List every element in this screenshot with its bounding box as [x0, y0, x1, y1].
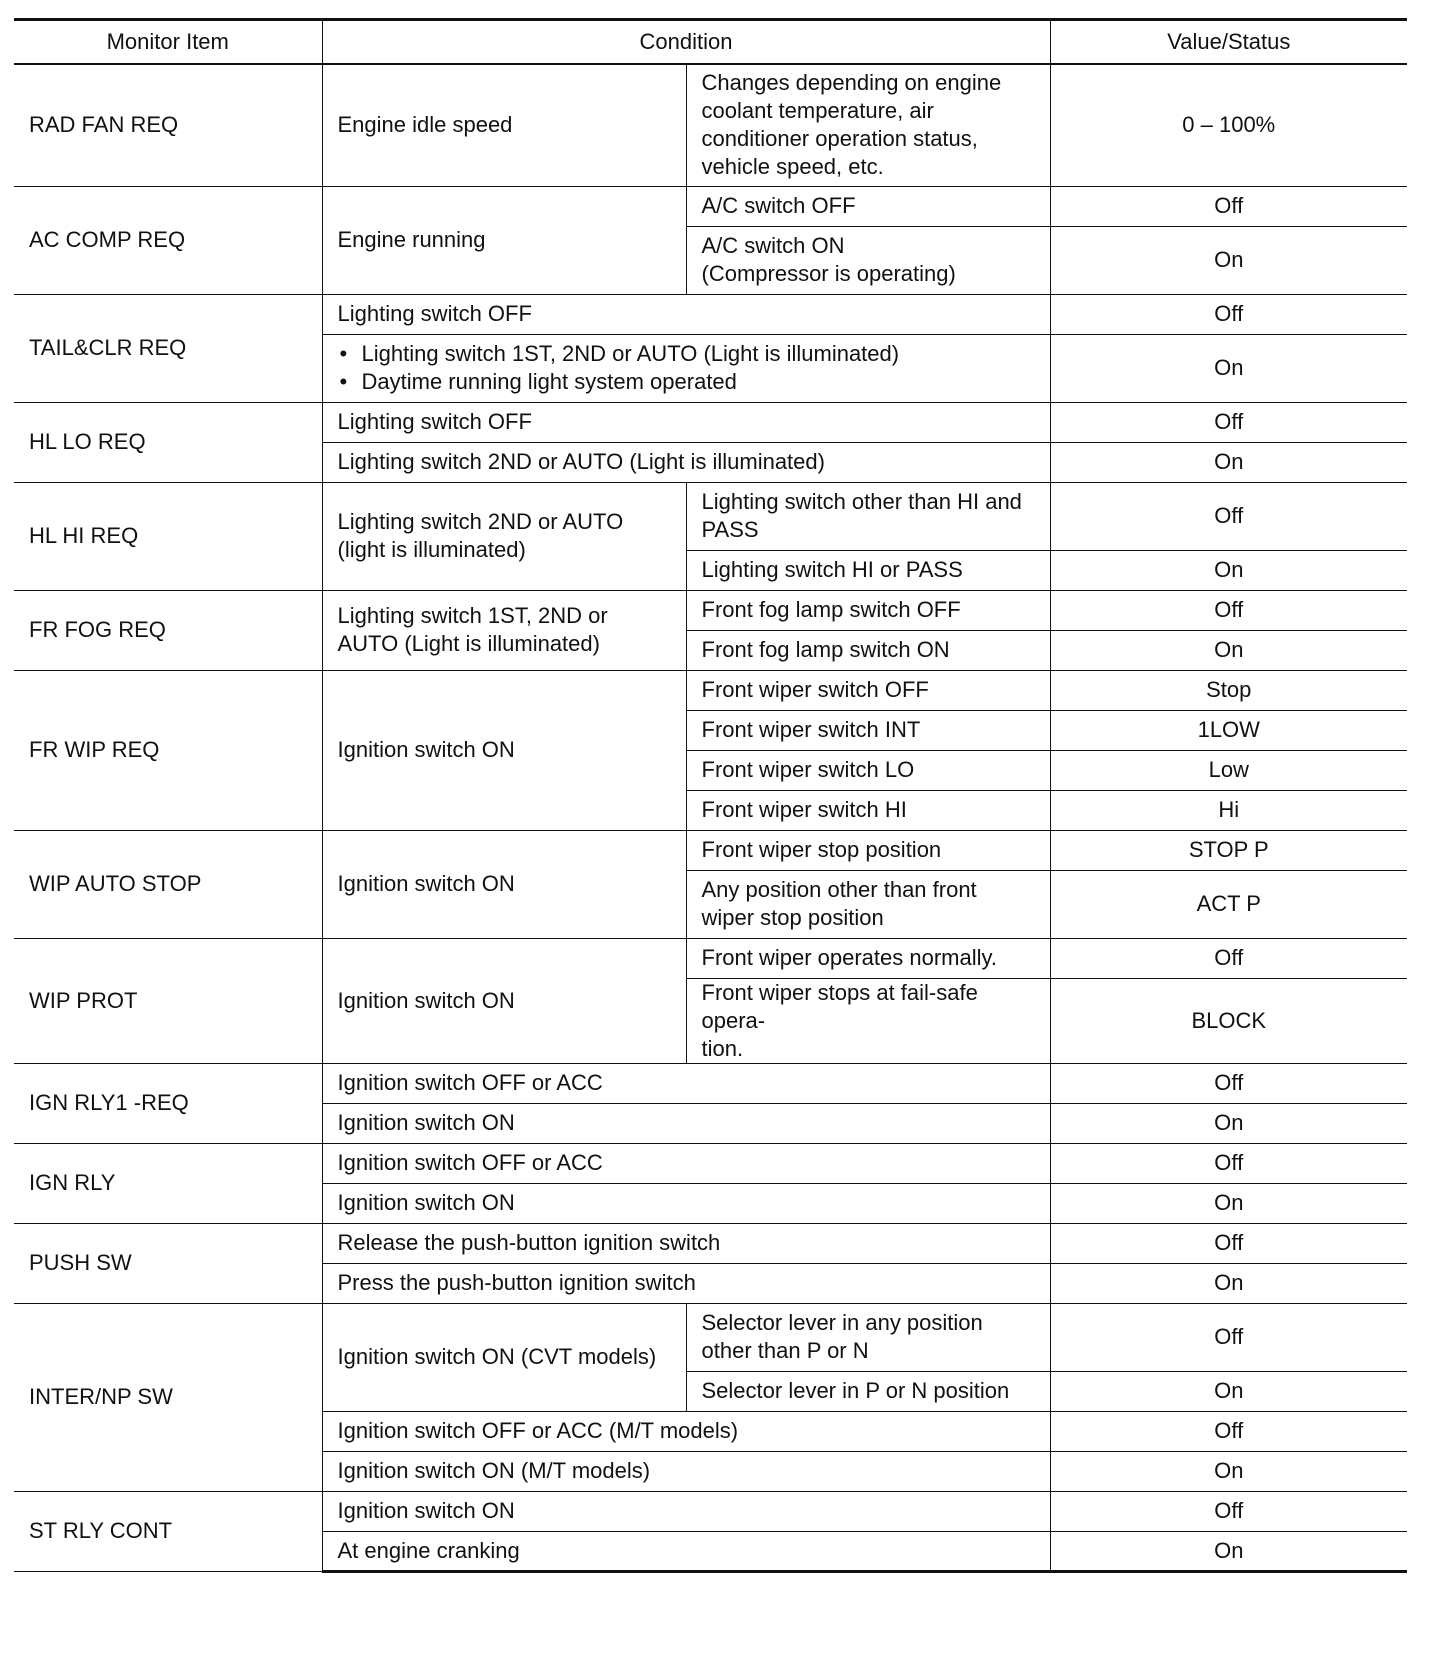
condition-cell: Lighting switch OFF [322, 294, 1050, 334]
monitor-item-cell: TAIL&CLR REQ [14, 294, 322, 402]
sub-condition-cell: A/C switch OFF [686, 186, 1050, 226]
table-row [14, 1143, 1407, 1183]
table-row [14, 1223, 1407, 1263]
value-status-cell: On [1050, 1531, 1407, 1571]
value-status-cell: Off [1050, 1223, 1407, 1263]
header-value-status: Value/Status [1050, 20, 1407, 65]
sub-condition-cell: Front fog lamp switch OFF [686, 590, 1050, 630]
sub-condition-cell: Front wiper stop position [686, 830, 1050, 870]
monitor-item-cell: ST RLY CONT [14, 1491, 322, 1571]
table-row [14, 938, 1407, 978]
value-status-cell: On [1050, 442, 1407, 482]
table-row [14, 670, 1407, 710]
monitor-item-cell: AC COMP REQ [14, 186, 322, 294]
table-row [14, 186, 1407, 226]
value-status-cell: Off [1050, 1303, 1407, 1371]
sub-condition-cell: Any position other than front wiper stop position [686, 870, 1050, 938]
value-status-cell: On [1050, 630, 1407, 670]
condition-bullet: • Daytime running light system operated [338, 368, 1035, 396]
header-monitor-item: Monitor Item [14, 20, 322, 65]
condition-cell: Ignition switch OFF or ACC [322, 1063, 1050, 1103]
sub-condition-cell: Front fog lamp switch ON [686, 630, 1050, 670]
value-status-cell: On [1050, 334, 1407, 402]
condition-cell: Lighting switch 2ND or AUTO (Light is illuminated) [322, 442, 1050, 482]
value-status-cell: Off [1050, 590, 1407, 630]
value-status-cell: On [1050, 1263, 1407, 1303]
value-status-cell: 0 – 100% [1050, 64, 1407, 186]
condition-cell: Press the push-button ignition switch [322, 1263, 1050, 1303]
condition-cell: At engine cranking [322, 1531, 1050, 1571]
monitor-table [14, 18, 1407, 1573]
condition-cell: Lighting switch 1ST, 2ND or AUTO (Light is illuminated) [322, 590, 686, 670]
condition-cell [322, 334, 1050, 402]
value-status-cell: Off [1050, 1063, 1407, 1103]
value-status-cell: On [1050, 1103, 1407, 1143]
sub-condition-cell: Selector lever in P or N position [686, 1371, 1050, 1411]
sub-condition-cell: Front wiper switch LO [686, 750, 1050, 790]
monitor-item-cell: HL HI REQ [14, 482, 322, 590]
value-status-cell: Off [1050, 482, 1407, 550]
value-status-cell: Off [1050, 1491, 1407, 1531]
header-condition: Condition [322, 20, 1050, 65]
value-status-cell: Low [1050, 750, 1407, 790]
monitor-item-cell: INTER/NP SW [14, 1303, 322, 1491]
table-header-row [14, 20, 1407, 65]
sub-condition-cell: Front wiper operates normally. [686, 938, 1050, 978]
condition-cell: Ignition switch ON [322, 1103, 1050, 1143]
table-row [14, 590, 1407, 630]
table-row [14, 294, 1407, 334]
condition-cell: Ignition switch ON (M/T models) [322, 1451, 1050, 1491]
monitor-item-cell: FR FOG REQ [14, 590, 322, 670]
value-status-cell: On [1050, 1451, 1407, 1491]
condition-bullet: • Lighting switch 1ST, 2ND or AUTO (Light is illuminated) [338, 340, 1035, 368]
value-status-cell: Off [1050, 402, 1407, 442]
monitor-item-cell: RAD FAN REQ [14, 64, 322, 186]
value-status-cell: STOP P [1050, 830, 1407, 870]
sub-condition-cell: Front wiper switch INT [686, 710, 1050, 750]
condition-cell: Ignition switch OFF or ACC [322, 1143, 1050, 1183]
table-row [14, 482, 1407, 550]
value-status-cell: On [1050, 1371, 1407, 1411]
monitor-item-cell: WIP AUTO STOP [14, 830, 322, 938]
condition-cell: Ignition switch ON [322, 830, 686, 938]
condition-cell: Ignition switch ON [322, 1183, 1050, 1223]
monitor-item-cell: WIP PROT [14, 938, 322, 1063]
condition-cell: Engine running [322, 186, 686, 294]
monitor-item-cell: IGN RLY [14, 1143, 322, 1223]
value-status-cell: Stop [1050, 670, 1407, 710]
table-row [14, 1491, 1407, 1531]
sub-condition-cell: Lighting switch other than HI and PASS [686, 482, 1050, 550]
sub-condition-cell: Front wiper stops at fail-safe opera- tion. [686, 978, 1050, 1063]
condition-cell: Ignition switch ON (CVT models) [322, 1303, 686, 1411]
monitor-item-cell: IGN RLY1 -REQ [14, 1063, 322, 1143]
sub-condition-cell: Lighting switch HI or PASS [686, 550, 1050, 590]
table-row [14, 402, 1407, 442]
condition-cell: Ignition switch ON [322, 938, 686, 1063]
condition-cell: Ignition switch OFF or ACC (M/T models) [322, 1411, 1050, 1451]
value-status-cell: ACT P [1050, 870, 1407, 938]
table-row [14, 1063, 1407, 1103]
monitor-item-cell: HL LO REQ [14, 402, 322, 482]
value-status-cell: On [1050, 226, 1407, 294]
sub-condition-cell: Changes depending on engine coolant temperature, air conditioner operation status, vehicle speed, etc. [686, 64, 1050, 186]
value-status-cell: Hi [1050, 790, 1407, 830]
value-status-cell: On [1050, 550, 1407, 590]
value-status-cell: Off [1050, 186, 1407, 226]
value-status-cell: Off [1050, 1143, 1407, 1183]
table-row [14, 830, 1407, 870]
condition-cell: Engine idle speed [322, 64, 686, 186]
value-status-cell: BLOCK [1050, 978, 1407, 1063]
sub-condition-cell: Front wiper switch OFF [686, 670, 1050, 710]
sub-condition-cell: A/C switch ON (Compressor is operating) [686, 226, 1050, 294]
value-status-cell: On [1050, 1183, 1407, 1223]
monitor-item-cell: FR WIP REQ [14, 670, 322, 830]
condition-cell: Lighting switch OFF [322, 402, 1050, 442]
condition-cell: Ignition switch ON [322, 670, 686, 830]
monitor-item-cell: PUSH SW [14, 1223, 322, 1303]
condition-cell: Ignition switch ON [322, 1491, 1050, 1531]
value-status-cell: 1LOW [1050, 710, 1407, 750]
condition-cell: Release the push-button ignition switch [322, 1223, 1050, 1263]
value-status-cell: Off [1050, 1411, 1407, 1451]
sub-condition-cell: Selector lever in any position other than P or N [686, 1303, 1050, 1371]
table-row [14, 1303, 1407, 1371]
sub-condition-cell: Front wiper switch HI [686, 790, 1050, 830]
value-status-cell: Off [1050, 294, 1407, 334]
table-row [14, 64, 1407, 186]
condition-cell: Lighting switch 2ND or AUTO (light is illuminated) [322, 482, 686, 590]
value-status-cell: Off [1050, 938, 1407, 978]
